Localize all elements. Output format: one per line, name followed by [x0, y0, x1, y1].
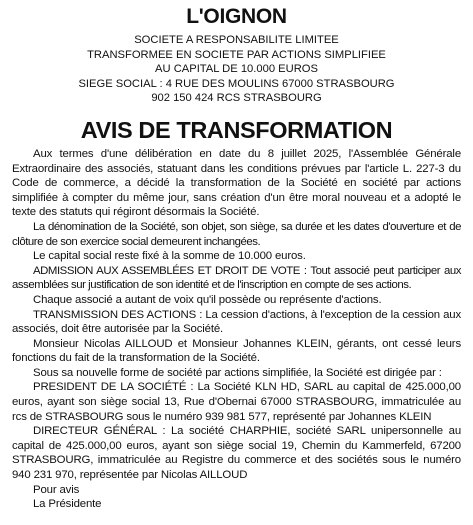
paragraph-admission: ADMISSION AUX ASSEMBLÉES ET DROIT DE VOTE : Tout associé peut participer aux assemblées sur justification de son identité et de l'inscription en compte de ses actions. [12, 264, 461, 292]
legal-form: SOCIETE A RESPONSABILITE LIMITEE [134, 34, 339, 46]
notice-body [12, 147, 461, 512]
rcs-number: 902 150 424 RCS STRASBOURG [151, 92, 322, 105]
paragraph-president: PRESIDENT DE LA SOCIÉTÉ : La Société KLN HD, SARL au capital de 425.000,00 euros, ayant son siège social 13, Rue d'Obernai 67000 STRASBOURG, immatriculée au rcs de STRASBOURG sous le numéro 939 981 577, représenté par Johannes KLEIN [12, 381, 461, 423]
company-name: L'OIGNON [186, 5, 287, 28]
closing-text: Pour avis [33, 483, 80, 496]
notice-title: AVIS DE TRANSFORMATION [80, 116, 393, 143]
paragraph-director: DIRECTEUR GÉNÉRAL : La société CHARPHIE, société SARL unipersonnelle au capital de 425.000,00 euros, ayant son siège social 19, Chemin du Kammerfeld, 67200 STRASBOURG, immatriculée au Registre du commerce et des sociétés sous le numéro 940 231 970, représentée par Nicolas AILLOUD [12, 425, 461, 482]
registered-office: SIEGE SOCIAL : 4 RUE DES MOULINS 67000 STRASBOURG [78, 77, 395, 90]
transformed-form: TRANSFORMEE EN SOCIETE PAR ACTIONS SIMPLIFIEE [87, 48, 386, 61]
paragraph-transfer: TRANSMISSION DES ACTIONS : La cession d'actions, à l'exception de la cession aux associés, doit être autorisée par la Société. [12, 308, 461, 336]
paragraph-capital: Le capital social reste fixé à la somme de 10.000 euros. [33, 250, 306, 263]
paragraph-resolution: Aux termes d'une délibération en date du 8 juillet 2025, l'Assemblée Générale Extraordinaire des associés, statuant dans les conditions prévues par l'article L. 227-3 du Code de commerce, a décidé la transformation de la Société en société par actions simplifiée à compter du même jour, sans création d'un être moral nouveau et a adopté le texte des statuts qui régiront désormais la Société. [12, 147, 461, 219]
share-capital: AU CAPITAL DE 10.000 EUROS [155, 63, 318, 76]
signatory: La Présidente [33, 498, 102, 511]
paragraph-unchanged-details: La dénomination de la Société, son objet, son siège, sa durée et les dates d'ouverture et de clôture de son exercice social demeurent inchangées. [12, 220, 461, 248]
paragraph-voting: Chaque associé a autant de voix qu'il possède ou représente d'actions. [33, 293, 382, 306]
paragraph-management-intro: Sous sa nouvelle forme de société par actions simplifiée, la Société est dirigée par : [33, 366, 442, 379]
company-details [12, 33, 461, 106]
paragraph-managers: Monsieur Nicolas AILLOUD et Monsieur Johannes KLEIN, gérants, ont cessé leurs fonctions du fait de la transformation de la Société. [12, 337, 461, 365]
